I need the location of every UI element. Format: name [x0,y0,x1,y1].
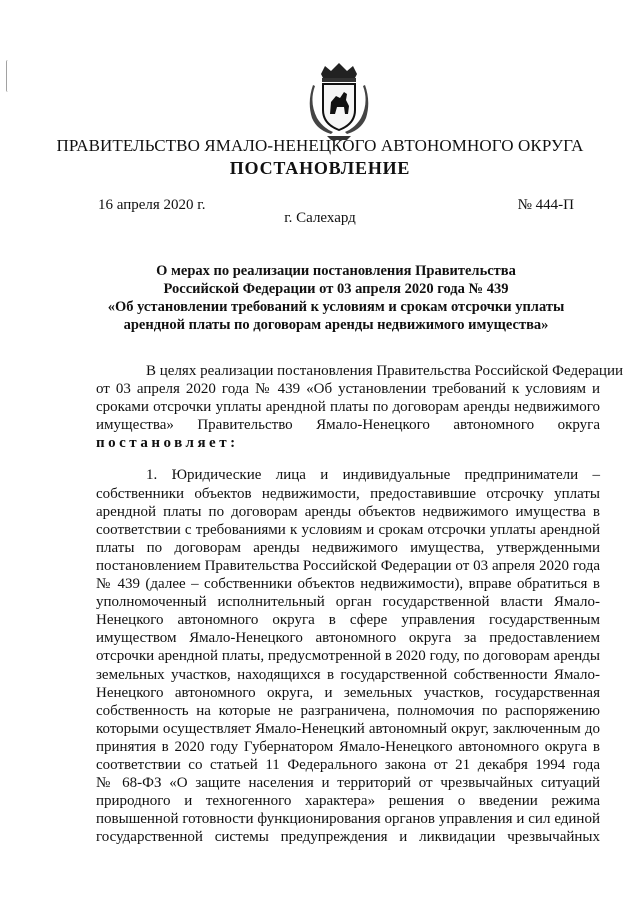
body-line: соответствии со статьей 11 Федерального закона от 21 декабря 1994 года [96,756,600,773]
body-line: уполномоченный исполнительный орган государственной власти Ямало- [96,594,600,611]
body-line: собственники объектов недвижимости, предоставившие отсрочку уплаты [96,485,600,502]
body-line: арендной платы по договорам аренды объектов недвижимого имущества в [96,503,600,520]
body-line: Ненецкого автономного округа в сфере управления государственным [96,612,600,629]
scan-artifact [6,60,10,92]
body-line: В целях реализации постановления Правительства Российской Федерации [146,363,624,379]
coat-of-arms-emblem [307,60,371,142]
subject-line: «Об установлении требований к условиям и срокам отсрочки уплаты [107,299,565,315]
government-name: ПРАВИТЕЛЬСТВО ЯМАЛО-НЕНЕЦКОГО АВТОНОМНОГО ОКРУГА [56,136,584,155]
document-number: № 444-П [517,197,574,213]
body-line: принятия в 2020 году Губернатором Ямало-Ненецкого автономного округа в [96,738,600,755]
subject-line: Российской Федерации от 03 апреля 2020 года № 439 [163,281,509,297]
document-type-title: ПОСТАНОВЛЕНИЕ [229,158,411,178]
body-line: которыми осуществляет Ямало-Ненецкий автономный округ, заключенным до [96,720,600,737]
document-city: г. Салехард [284,210,356,226]
body-line: № 439 (далее – собственники объектов недвижимости), вправе обратиться в [96,576,600,593]
body-line: 1. Юридические лица и индивидуальные предприниматели – [146,467,600,484]
body-line: Ненецкого автономного округа, и земельных участков, государственная [96,684,600,701]
body-line: от 03 апреля 2020 года № 439 «Об установлении требований к условиям и [96,381,600,398]
body-line: платы по договорам аренды недвижимого имущества, утвержденными [96,539,600,556]
body-line: постановлением Правительства Российской Федерации от 03 апреля 2020 года [96,557,600,574]
preamble-paragraph [96,362,624,452]
body-line: сроками отсрочки уплаты арендной платы по договорам аренды недвижимого [96,399,600,416]
subject-line: О мерах по реализации постановления Правительства [156,263,516,279]
document-date: 16 апреля 2020 г. [98,197,206,213]
document-subject [96,262,576,334]
body-line: имуществом Ямало-Ненецкого автономного округа за предоставлением [96,630,600,647]
document-body [96,362,624,846]
body-line: № 68-ФЗ «О защите населения и территорий от чрезвычайных ситуаций [96,775,600,792]
body-line: соответствии с требованиями к условиям и срокам отсрочки уплаты арендной [96,521,600,538]
body-line: отсрочки арендной платы, предусмотренной в 2020 году, по договорам аренды [96,648,600,665]
subject-line: арендной платы по договорам аренды недвижимого имущества» [123,317,549,333]
body-line: природного и техногенного характера» решения о введении режима [96,793,600,810]
item-1-paragraph [96,466,600,846]
body-line: земельных участков, находящихся в государственной собственности Ямало- [96,666,600,683]
body-line: имущества» Правительство Ямало-Ненецкого автономного округа [96,417,600,434]
body-line: собственность на которые не разграничена, полномочия по распоряжению [96,702,600,719]
body-line: государственной системы предупреждения и ликвидации чрезвычайных [96,829,600,846]
body-line: повышенной готовности функционирования органов управления и сил единой [96,811,600,828]
decree-word: постановляет: [96,435,239,452]
